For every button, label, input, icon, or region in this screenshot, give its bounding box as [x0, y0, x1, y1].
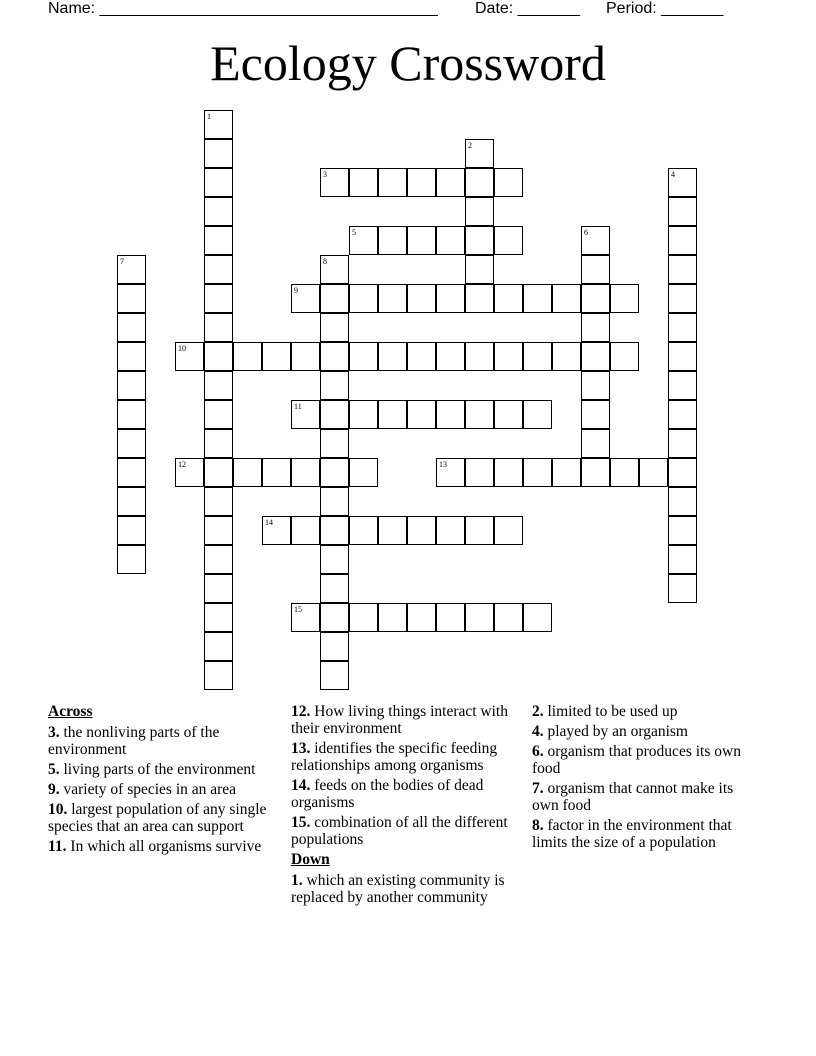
grid-cell[interactable]: [204, 226, 233, 255]
clue-column-2: [291, 703, 516, 909]
grid-cell[interactable]: [523, 400, 552, 429]
grid-cell[interactable]: [581, 226, 610, 255]
grid-cell[interactable]: [204, 139, 233, 168]
grid-cell[interactable]: [117, 342, 146, 371]
clue-across-11: 11. In which all organisms survive: [48, 838, 262, 855]
grid-cell[interactable]: [117, 429, 146, 458]
grid-cell[interactable]: [117, 458, 146, 487]
grid-cell[interactable]: [204, 661, 233, 690]
clue-number: 4: [671, 170, 675, 179]
clue-down-1: 1. which an existing community is replaced by another community: [291, 872, 505, 906]
grid-cell[interactable]: [262, 458, 291, 487]
grid-cell[interactable]: [668, 458, 697, 487]
grid-cell[interactable]: [320, 255, 349, 284]
grid-cell[interactable]: [117, 400, 146, 429]
name-field: Name: ______________________________________: [48, 0, 438, 17]
clue-number: 5: [352, 228, 356, 237]
grid-cell[interactable]: [465, 168, 494, 197]
grid-cell[interactable]: [610, 458, 639, 487]
grid-cell[interactable]: [320, 429, 349, 458]
clue-number: 13: [439, 460, 447, 469]
grid-cell[interactable]: [378, 400, 407, 429]
grid-cell[interactable]: [668, 342, 697, 371]
grid-cell[interactable]: [291, 342, 320, 371]
grid-cell[interactable]: [204, 574, 233, 603]
grid-cell[interactable]: [349, 516, 378, 545]
grid-cell[interactable]: [175, 342, 204, 371]
grid-cell[interactable]: [581, 342, 610, 371]
grid-cell[interactable]: [581, 255, 610, 284]
grid-cell[interactable]: [465, 603, 494, 632]
grid-cell[interactable]: [349, 400, 378, 429]
grid-cell[interactable]: [262, 342, 291, 371]
grid-cell[interactable]: [204, 545, 233, 574]
grid-cell[interactable]: [465, 458, 494, 487]
grid-cell[interactable]: [581, 371, 610, 400]
grid-cell[interactable]: [581, 284, 610, 313]
grid-cell[interactable]: [668, 255, 697, 284]
grid-cell[interactable]: [668, 545, 697, 574]
grid-cell[interactable]: [668, 197, 697, 226]
grid-cell[interactable]: [465, 226, 494, 255]
grid-cell[interactable]: [465, 516, 494, 545]
grid-cell[interactable]: [204, 110, 233, 139]
period-field: Period: _______: [606, 0, 724, 17]
date-field: Date: _______: [475, 0, 580, 17]
clue-across-10: 10. largest population of any single species that an area can support: [48, 801, 267, 835]
page-title: Ecology Crossword: [210, 35, 606, 91]
grid-cell[interactable]: [494, 458, 523, 487]
grid-cell[interactable]: [349, 168, 378, 197]
grid-cell[interactable]: [523, 603, 552, 632]
grid-cell[interactable]: [436, 226, 465, 255]
grid-cell[interactable]: [204, 255, 233, 284]
grid-cell[interactable]: [407, 516, 436, 545]
grid-cell[interactable]: [291, 516, 320, 545]
clue-across-3: 3. the nonliving parts of the environment: [48, 724, 220, 758]
clue-number: 12: [178, 460, 186, 469]
clue-down-4: 4. played by an organism: [532, 723, 688, 740]
grid-cell[interactable]: [436, 400, 465, 429]
grid-cell[interactable]: [233, 458, 262, 487]
clue-down-6: 6. organism that produces its own food: [532, 743, 741, 777]
grid-cell[interactable]: [436, 284, 465, 313]
grid-cell[interactable]: [436, 342, 465, 371]
clue-across-5: 5. living parts of the environment: [48, 761, 256, 778]
grid-cell[interactable]: [523, 342, 552, 371]
grid-cell[interactable]: [378, 603, 407, 632]
grid-cell[interactable]: [291, 284, 320, 313]
clue-down-8: 8. factor in the environment that limits the size of a population: [532, 817, 732, 851]
grid-cell[interactable]: [204, 516, 233, 545]
grid-cell[interactable]: [494, 400, 523, 429]
grid-cell[interactable]: [407, 226, 436, 255]
grid-cell[interactable]: [204, 371, 233, 400]
grid-cell[interactable]: [378, 284, 407, 313]
grid-cell[interactable]: [204, 284, 233, 313]
grid-cell[interactable]: [320, 661, 349, 690]
grid-cell[interactable]: [552, 458, 581, 487]
clue-number: 9: [294, 286, 298, 295]
grid-cell[interactable]: [581, 400, 610, 429]
grid-cell[interactable]: [262, 516, 291, 545]
grid-cell[interactable]: [436, 458, 465, 487]
grid-cell[interactable]: [291, 603, 320, 632]
grid-cell[interactable]: [494, 284, 523, 313]
grid-cell[interactable]: [552, 342, 581, 371]
clue-number: 2: [468, 141, 472, 150]
grid-cell[interactable]: [320, 313, 349, 342]
grid-cell[interactable]: [117, 487, 146, 516]
grid-cell[interactable]: [117, 371, 146, 400]
grid-cell[interactable]: [407, 168, 436, 197]
grid-cell[interactable]: [320, 603, 349, 632]
grid-cell[interactable]: [117, 545, 146, 574]
clue-number: 1: [207, 112, 211, 121]
clue-number: 7: [120, 257, 124, 266]
clue-across-12: 12. How living things interact with their environment: [291, 703, 508, 737]
grid-cell[interactable]: [581, 458, 610, 487]
grid-cell[interactable]: [610, 284, 639, 313]
grid-cell[interactable]: [320, 632, 349, 661]
grid-cell[interactable]: [668, 313, 697, 342]
grid-cell[interactable]: [117, 255, 146, 284]
grid-cell[interactable]: [117, 313, 146, 342]
grid-cell[interactable]: [494, 603, 523, 632]
grid-cell[interactable]: [639, 458, 668, 487]
grid-cell[interactable]: [436, 168, 465, 197]
grid-cell[interactable]: [523, 458, 552, 487]
grid-cell[interactable]: [349, 458, 378, 487]
grid-cell[interactable]: [349, 603, 378, 632]
grid-cell[interactable]: [610, 342, 639, 371]
grid-cell[interactable]: [668, 226, 697, 255]
grid-cell[interactable]: [668, 429, 697, 458]
grid-cell[interactable]: [465, 255, 494, 284]
grid-cell[interactable]: [552, 284, 581, 313]
grid-cell[interactable]: [668, 574, 697, 603]
grid-cell[interactable]: [465, 284, 494, 313]
grid-cell[interactable]: [668, 487, 697, 516]
grid-cell[interactable]: [349, 284, 378, 313]
grid-cell[interactable]: [378, 342, 407, 371]
grid-cell[interactable]: [204, 313, 233, 342]
grid-cell[interactable]: [378, 226, 407, 255]
grid-cell[interactable]: [494, 226, 523, 255]
grid-cell[interactable]: [378, 168, 407, 197]
grid-cell[interactable]: [668, 371, 697, 400]
grid-cell[interactable]: [581, 429, 610, 458]
grid-cell[interactable]: [668, 284, 697, 313]
grid-cell[interactable]: [465, 342, 494, 371]
grid-cell[interactable]: [320, 545, 349, 574]
grid-cell[interactable]: [320, 342, 349, 371]
clue-number: 10: [178, 344, 186, 353]
clue-number: 8: [323, 257, 327, 266]
grid-cell[interactable]: [320, 400, 349, 429]
grid-cell[interactable]: [320, 487, 349, 516]
grid-cell[interactable]: [436, 603, 465, 632]
clue-down-2: 2. limited to be used up: [532, 703, 678, 720]
grid-cell[interactable]: [291, 400, 320, 429]
clue-number: 15: [294, 605, 302, 614]
grid-cell[interactable]: [668, 516, 697, 545]
grid-cell[interactable]: [204, 168, 233, 197]
grid-cell[interactable]: [117, 284, 146, 313]
grid-cell[interactable]: [407, 284, 436, 313]
grid-cell[interactable]: [494, 342, 523, 371]
grid-cell[interactable]: [668, 400, 697, 429]
grid-cell[interactable]: [407, 603, 436, 632]
across-heading: Across: [48, 703, 93, 720]
grid-cell[interactable]: [378, 516, 407, 545]
grid-cell[interactable]: [204, 458, 233, 487]
grid-cell[interactable]: [320, 371, 349, 400]
grid-cell[interactable]: [204, 487, 233, 516]
grid-cell[interactable]: [494, 516, 523, 545]
grid-cell[interactable]: [668, 168, 697, 197]
grid-cell[interactable]: [523, 284, 552, 313]
grid-cell[interactable]: [436, 516, 465, 545]
clue-number: 3: [323, 170, 327, 179]
clue-number: 11: [294, 402, 302, 411]
grid-cell[interactable]: [204, 603, 233, 632]
grid-cell[interactable]: [204, 632, 233, 661]
down-heading: Down: [291, 851, 330, 868]
grid-cell[interactable]: [349, 226, 378, 255]
grid-cell[interactable]: [465, 400, 494, 429]
clue-across-15: 15. combination of all the different populations: [291, 814, 508, 848]
grid-cell[interactable]: [117, 516, 146, 545]
grid-cell[interactable]: [320, 574, 349, 603]
grid-cell[interactable]: [204, 400, 233, 429]
grid-cell[interactable]: [494, 168, 523, 197]
grid-cell[interactable]: [320, 516, 349, 545]
clue-number: 6: [584, 228, 588, 237]
clue-across-9: 9. variety of species in an area: [48, 781, 237, 798]
clue-number: 14: [265, 518, 273, 527]
grid-cell[interactable]: [581, 313, 610, 342]
grid-cell[interactable]: [320, 458, 349, 487]
clue-column-3: [532, 703, 757, 854]
clue-across-13: 13. identifies the specific feeding relationships among organisms: [291, 740, 498, 774]
grid-cell[interactable]: [175, 458, 204, 487]
grid-cell[interactable]: [291, 458, 320, 487]
grid-cell[interactable]: [465, 139, 494, 168]
grid-cell[interactable]: [320, 168, 349, 197]
grid-cell[interactable]: [349, 342, 378, 371]
grid-cell[interactable]: [465, 197, 494, 226]
grid-cell[interactable]: [320, 284, 349, 313]
grid-cell[interactable]: [204, 429, 233, 458]
grid-cell[interactable]: [204, 197, 233, 226]
grid-cell[interactable]: [407, 342, 436, 371]
clue-down-7: 7. organism that cannot make its own food: [532, 780, 734, 814]
grid-cell[interactable]: [204, 342, 233, 371]
grid-cell[interactable]: [407, 400, 436, 429]
clue-column-1: [48, 703, 283, 858]
clue-across-14: 14. feeds on the bodies of dead organisms: [291, 777, 484, 811]
grid-cell[interactable]: [233, 342, 262, 371]
